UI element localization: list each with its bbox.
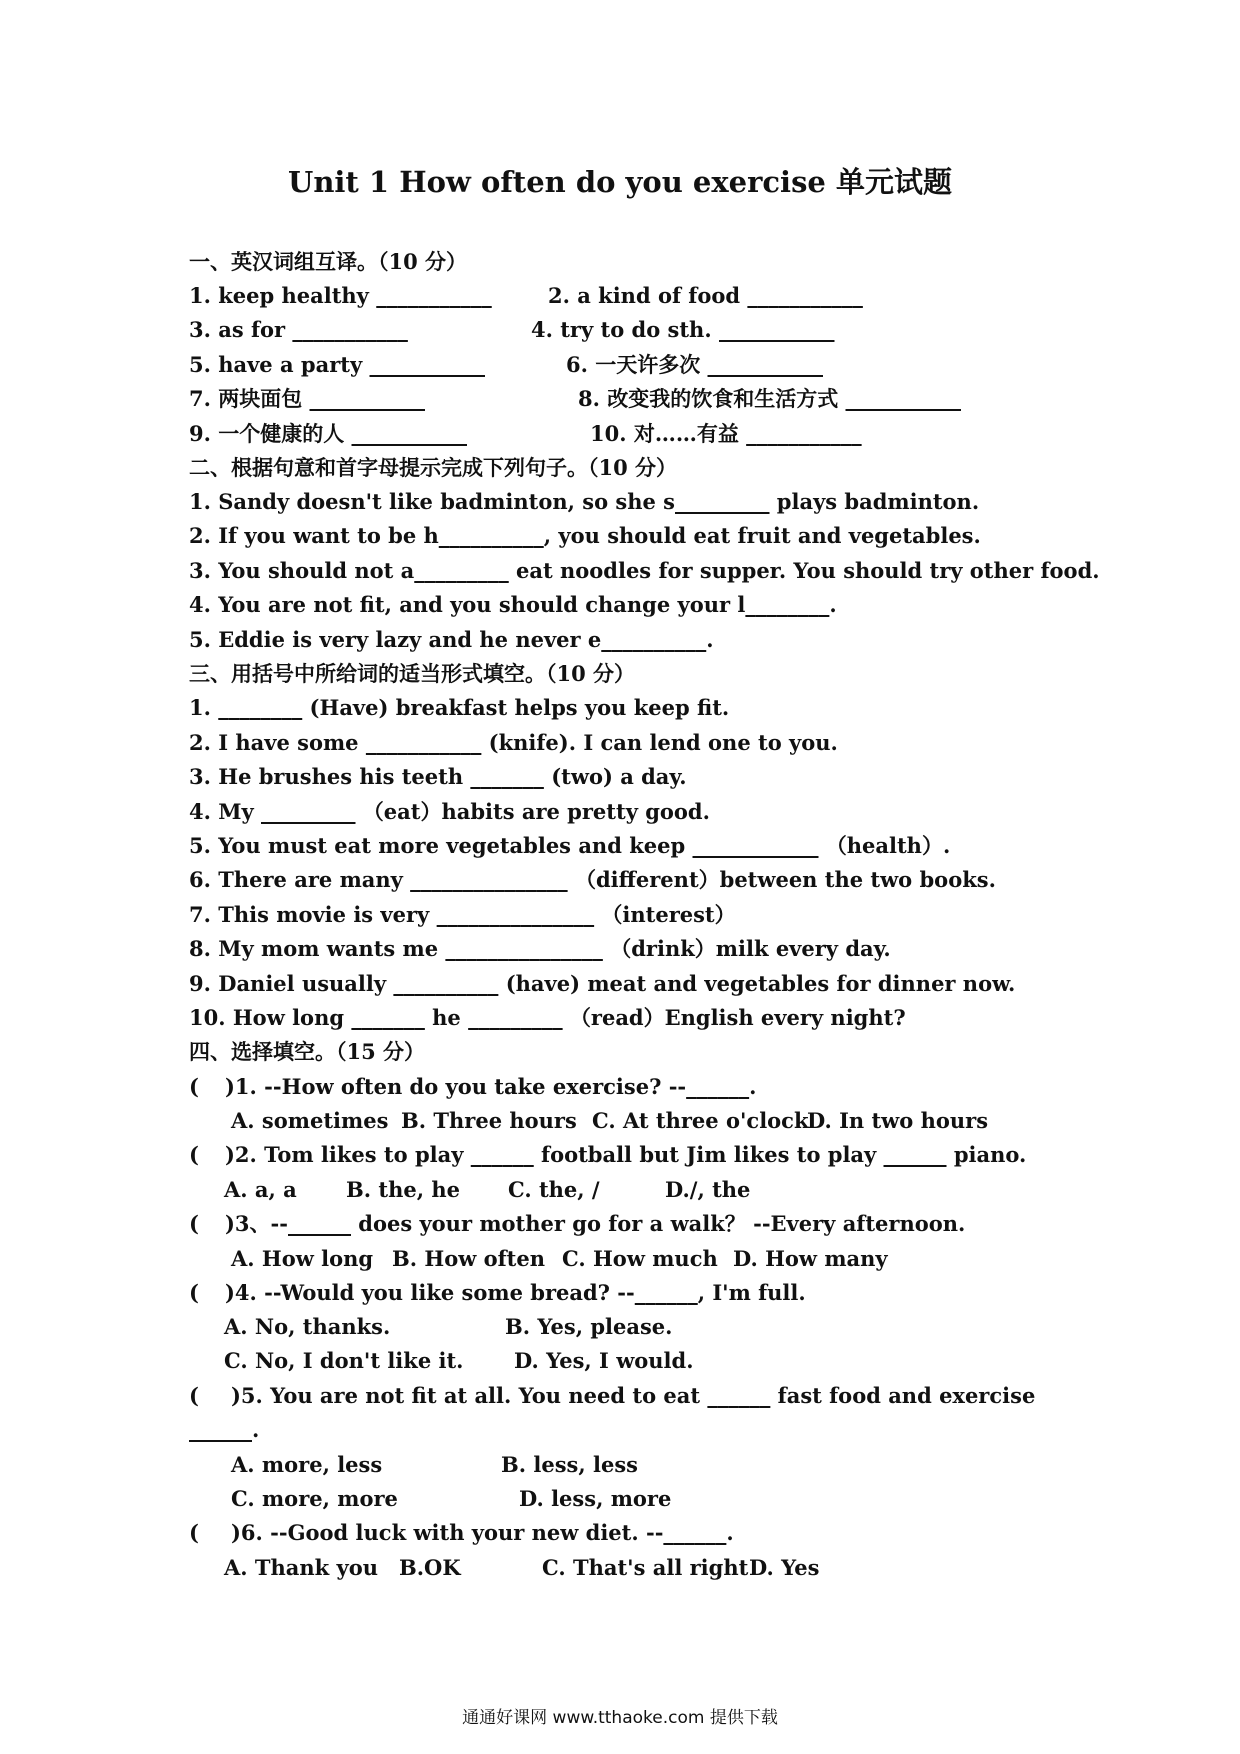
question-6-text: )6. --Good luck with your new diet. --______.: [231, 1520, 734, 1545]
question-6-option-b: B.OK: [399, 1555, 461, 1580]
answer-paren-6: (: [189, 1520, 199, 1545]
form-item-7: 7. This movie is very _______________ （interest）: [189, 902, 736, 927]
question-1-option-d: D. In two hours: [807, 1108, 989, 1133]
phrase-item-1: 1. keep healthy ___________: [189, 283, 492, 308]
form-item-8: 8. My mom wants me _______________ （drink）milk every day.: [189, 936, 891, 961]
section4-heading: 四、选择填空。（15 分）: [189, 1039, 426, 1064]
answer-paren-4: (: [189, 1280, 199, 1305]
question-2-option-c: C. the, /: [508, 1177, 600, 1202]
question-3-option-a: A. How long: [231, 1246, 374, 1271]
form-item-10: 10. How long _______ he _________ （read）English every night?: [189, 1005, 906, 1030]
section2-heading: 二、根据句意和首字母提示完成下列句子。（10 分）: [189, 455, 678, 480]
section1-heading: 一、英汉词组互译。（10 分）: [189, 249, 468, 274]
section3-heading: 三、用括号中所给词的适当形式填空。（10 分）: [189, 661, 636, 686]
question-4-option-d: D. Yes, I would.: [514, 1348, 694, 1373]
answer-paren-3: (: [189, 1211, 199, 1236]
question-3-option-d: D. How many: [733, 1246, 888, 1271]
form-item-5: 5. You must eat more vegetables and keep ____________ （health）.: [189, 833, 951, 858]
form-item-4: 4. My _________ （eat）habits are pretty good.: [189, 799, 710, 824]
question-3-option-b: B. How often: [392, 1246, 545, 1271]
sentence-item-4: 4. You are not fit, and you should change your l________.: [189, 592, 837, 617]
question-6-option-a: A. Thank you: [224, 1555, 379, 1580]
sentence-item-2: 2. If you want to be h__________, you should eat fruit and vegetables.: [189, 523, 981, 548]
page-title: Unit 1 How often do you exercise 单元试题: [288, 165, 952, 199]
phrase-item-8: 8. 改变我的饮食和生活方式 ___________: [578, 386, 962, 411]
sentence-item-5: 5. Eddie is very lazy and he never e__________.: [189, 627, 714, 652]
question-4-option-b: B. Yes, please.: [505, 1314, 673, 1339]
question-4-option-c: C. No, I don't like it.: [224, 1348, 464, 1373]
question-5-continuation: ______.: [189, 1417, 260, 1442]
form-item-1: 1. ________ (Have) breakfast helps you keep fit.: [189, 695, 730, 720]
question-5-option-b: B. less, less: [501, 1452, 638, 1477]
question-5-option-a: A. more, less: [231, 1452, 383, 1477]
phrase-item-10: 10. 对……有益 ___________: [590, 421, 862, 446]
phrase-item-9: 9. 一个健康的人 ___________: [189, 421, 468, 446]
phrase-item-6: 6. 一天许多次 ___________: [566, 352, 824, 377]
phrase-item-3: 3. as for ___________: [189, 317, 408, 342]
question-1-option-b: B. Three hours: [401, 1108, 577, 1133]
question-3-option-c: C. How much: [562, 1246, 718, 1271]
question-6-option-c: C. That's all right: [542, 1555, 749, 1580]
question-3-text: )3、--______ does your mother go for a walk？ --Every afternoon.: [225, 1211, 966, 1236]
question-6-option-d: D. Yes: [749, 1555, 820, 1580]
sentence-item-1: 1. Sandy doesn't like badminton, so she s_________ plays badminton.: [189, 489, 980, 514]
form-item-6: 6. There are many _______________ （different）between the two books.: [189, 867, 996, 892]
form-item-9: 9. Daniel usually __________ (have) meat and vegetables for dinner now.: [189, 971, 1016, 996]
page-footer: 通通好课网 www.tthaoke.com 提供下载: [462, 1708, 778, 1728]
question-5-text: )5. You are not fit at all. You need to eat ______ fast food and exercise: [231, 1383, 1036, 1408]
phrase-item-4: 4. try to do sth. ___________: [531, 317, 835, 342]
answer-paren-1: (: [189, 1074, 199, 1099]
form-item-3: 3. He brushes his teeth _______ (two) a day.: [189, 764, 687, 789]
phrase-item-7: 7. 两块面包 ___________: [189, 386, 426, 411]
sentence-item-3: 3. You should not a_________ eat noodles for supper. You should try other food.: [189, 558, 1100, 583]
answer-paren-5: (: [189, 1383, 199, 1408]
question-5-option-d: D. less, more: [519, 1486, 672, 1511]
question-2-text: )2. Tom likes to play ______ football but Jim likes to play ______ piano.: [225, 1142, 1027, 1167]
question-4-text: )4. --Would you like some bread? --______, I'm full.: [225, 1280, 806, 1305]
question-1-option-c: C. At three o'clock: [592, 1108, 809, 1133]
question-1-text: )1. --How often do you take exercise? --______.: [225, 1074, 757, 1099]
phrase-item-2: 2. a kind of food ___________: [548, 283, 863, 308]
question-5-option-c: C. more, more: [231, 1486, 398, 1511]
question-2-option-b: B. the, he: [346, 1177, 460, 1202]
question-1-option-a: A. sometimes: [231, 1108, 389, 1133]
form-item-2: 2. I have some ___________ (knife). I can lend one to you.: [189, 730, 838, 755]
question-2-option-d: D./, the: [665, 1177, 751, 1202]
question-2-option-a: A. a, a: [224, 1177, 297, 1202]
answer-paren-2: (: [189, 1142, 199, 1167]
question-4-option-a: A. No, thanks.: [224, 1314, 391, 1339]
phrase-item-5: 5. have a party ___________: [189, 352, 485, 377]
